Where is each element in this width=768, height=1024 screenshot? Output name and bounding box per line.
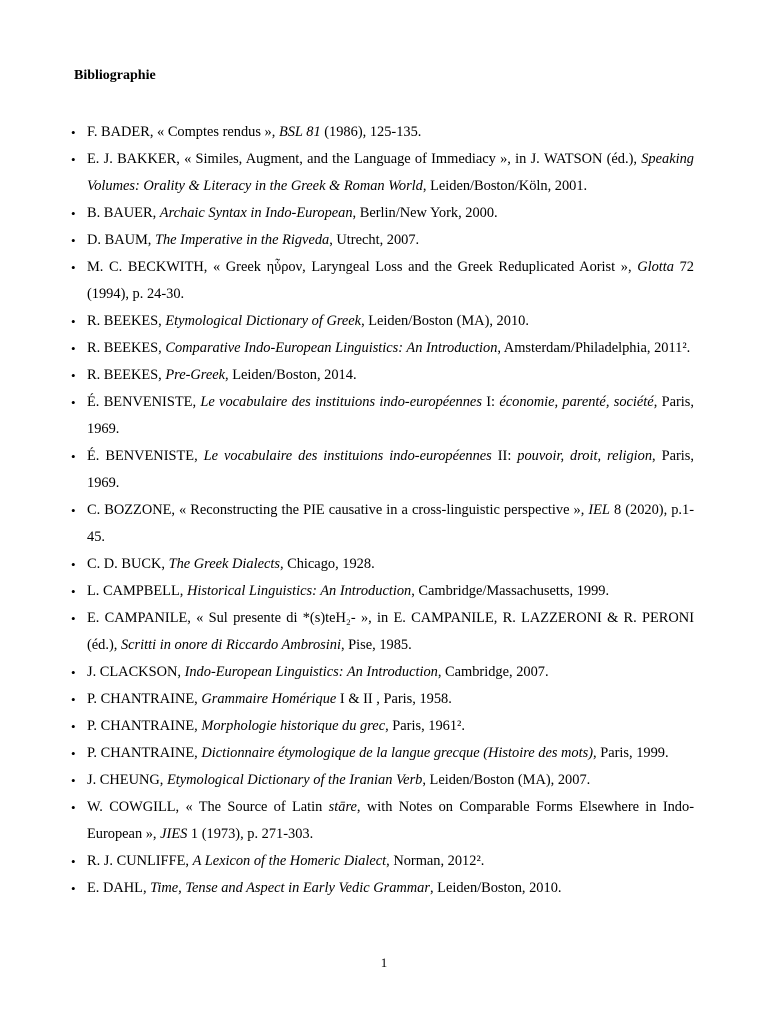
bullet-icon: •	[71, 368, 76, 383]
bibliography-entry	[0, 686, 768, 713]
entry-text: , with Notes on Comparable Forms Elsewhere in Indo-European »,	[87, 799, 694, 842]
work-title: Morphologie historique du grec	[201, 718, 386, 734]
entry-text: , « The Source of Latin	[175, 799, 329, 815]
entry-text: , « Comptes rendus »,	[149, 124, 279, 140]
entry-text: ,	[152, 205, 160, 221]
work-title: The Imperative in the Rigveda	[154, 232, 330, 248]
entry-text: , Amsterdam/Philadelphia, 2011².	[497, 340, 691, 356]
entry-text: , Pise, 1985.	[340, 637, 412, 653]
work-title: Glotta	[637, 259, 674, 275]
entry-text: P.	[87, 691, 101, 707]
bibliography-entry	[0, 578, 768, 605]
entry-text: ,	[147, 232, 155, 248]
bibliography-entry	[0, 389, 768, 443]
bibliography-entry	[0, 443, 768, 497]
work-title: Archaic Syntax in Indo-European	[159, 205, 353, 221]
bibliography-entry	[0, 497, 768, 551]
work-title: Scritti in onore di Riccardo Ambrosini	[120, 637, 341, 653]
work-title: Etymological Dictionary of the Iranian Verb	[166, 772, 423, 788]
author-surname: BEEKES	[103, 340, 159, 356]
entry-text: ,	[158, 313, 166, 329]
author-surname: PERONI	[642, 610, 694, 626]
entry-text: J.	[87, 664, 100, 680]
work-title: stāre	[328, 799, 357, 815]
author-surname: BADER	[101, 124, 150, 140]
author-surname: LAZZERONI	[521, 610, 602, 626]
bibliography-entry	[0, 362, 768, 389]
bullet-icon: •	[71, 746, 76, 761]
bibliography-entry	[0, 254, 768, 308]
entry-text: ,	[185, 853, 193, 869]
entry-text: C.	[87, 502, 105, 518]
entry-text: J.	[87, 772, 100, 788]
entry-text: , Berlin/New York, 2000.	[352, 205, 498, 221]
bullet-icon: •	[71, 611, 76, 626]
bullet-icon: •	[71, 692, 76, 707]
entry-text: E.	[87, 880, 103, 896]
bibliography-entry	[0, 227, 768, 254]
bullet-icon: •	[71, 206, 76, 221]
entry-text: ,	[159, 772, 167, 788]
entry-text: ,	[179, 583, 187, 599]
entry-text: ,	[192, 394, 201, 410]
bibliography-entry	[0, 713, 768, 740]
bullet-icon: •	[71, 260, 76, 275]
entry-text: ,	[194, 448, 204, 464]
entry-text: , « Sul presente di *(s)teH₂- », in E.	[187, 610, 412, 626]
work-title: A Lexicon of the Homeric Dialect	[192, 853, 387, 869]
bullet-icon: •	[71, 449, 76, 464]
entry-text: P.	[87, 718, 101, 734]
entry-text: (éd.),	[87, 637, 121, 653]
entry-text: I & II , Paris, 1958.	[336, 691, 452, 707]
work-title: économie, parenté, société	[499, 394, 654, 410]
entry-text: , Paris, 1969.	[87, 448, 694, 491]
bullet-icon: •	[71, 233, 76, 248]
author-surname: BECKWITH	[127, 259, 204, 275]
entry-text: W.	[87, 799, 110, 815]
author-surname: BUCK	[121, 556, 162, 572]
bibliography-entry	[0, 200, 768, 227]
bullet-icon: •	[71, 125, 76, 140]
entry-text: P.	[87, 745, 101, 761]
bullet-icon: •	[71, 314, 76, 329]
author-surname: DAHL	[103, 880, 143, 896]
bibliography-entry	[0, 767, 768, 794]
author-surname: BAKKER	[117, 151, 177, 167]
bibliography-entry	[0, 605, 768, 659]
author-surname: WATSON	[544, 151, 603, 167]
entry-text: 72 (1994), p. 24-30.	[87, 259, 694, 302]
entry-text: D.	[87, 232, 105, 248]
bullet-icon: •	[71, 584, 76, 599]
entry-text: , Chicago, 1928.	[279, 556, 375, 572]
bullet-icon: •	[71, 557, 76, 572]
bullet-icon: •	[71, 341, 76, 356]
entry-text: ,	[194, 691, 202, 707]
bibliography-entry	[0, 146, 768, 200]
bullet-icon: •	[71, 665, 76, 680]
work-title: JIES	[160, 826, 188, 842]
author-surname: BENVENISTE	[105, 448, 195, 464]
bibliography-entry	[0, 794, 768, 848]
author-surname: CAMPANILE	[104, 610, 188, 626]
entry-text: ,	[142, 880, 151, 896]
author-surname: BAUM	[104, 232, 148, 248]
entry-text: É.	[87, 394, 104, 410]
author-surname: CAMPBELL	[103, 583, 180, 599]
entry-text: ,	[158, 340, 166, 356]
entry-text: , Leiden/Boston, 2014.	[225, 367, 357, 383]
author-surname: CHANTRAINE	[100, 745, 195, 761]
entry-text: , Leiden/Boston (MA), 2007.	[422, 772, 591, 788]
entry-text: , « Similes, Augment, and the Language of Immediacy », in J.	[176, 151, 545, 167]
entry-text: , « Reconstructing the PIE causative in a cross-linguistic perspective »,	[171, 502, 589, 518]
author-surname: CAMPANILE	[411, 610, 494, 626]
entry-text: , Norman, 2012².	[386, 853, 485, 869]
work-title: Le vocabulaire des instituions indo-européennes	[203, 448, 492, 464]
entry-text: (éd.),	[602, 151, 642, 167]
author-surname: CUNLIFFE	[116, 853, 186, 869]
work-title: pouvoir, droit, religion	[517, 448, 653, 464]
entry-text: R.	[87, 340, 104, 356]
author-surname: BOZZONE	[104, 502, 172, 518]
entry-text: B.	[87, 205, 104, 221]
entry-text: , Leiden/Boston, 2010.	[429, 880, 562, 896]
bullet-icon: •	[71, 881, 76, 896]
entry-text: ,	[194, 718, 202, 734]
work-title: Grammaire Homérique	[201, 691, 337, 707]
bibliography-entry	[0, 875, 768, 902]
bullet-icon: •	[71, 395, 76, 410]
author-surname: CLACKSON	[99, 664, 178, 680]
bibliography-entry	[0, 335, 768, 362]
entry-text: 1 (1973), p. 271-303.	[187, 826, 314, 842]
bibliography-entry	[0, 551, 768, 578]
entry-text: , Leiden/Boston (MA), 2010.	[361, 313, 529, 329]
entry-text: E. J.	[87, 151, 118, 167]
work-title: Etymological Dictionary of Greek	[165, 313, 362, 329]
work-title: Indo-European Linguistics: An Introduction	[184, 664, 438, 680]
entry-text: R.	[87, 367, 104, 383]
work-title: The Greek Dialects	[168, 556, 280, 572]
author-surname: BENVENISTE	[103, 394, 193, 410]
entry-text: ,	[177, 664, 185, 680]
work-title: Historical Linguistics: An Introduction	[186, 583, 412, 599]
entry-text: II:	[491, 448, 518, 464]
work-title: IEL	[588, 502, 610, 518]
work-title: Le vocabulaire des instituions indo-européennes	[200, 394, 482, 410]
entry-text: I:	[481, 394, 500, 410]
entry-text: & R.	[601, 610, 643, 626]
bullet-icon: •	[71, 503, 76, 518]
bullet-icon: •	[71, 719, 76, 734]
bullet-icon: •	[71, 854, 76, 869]
bibliography-entry	[0, 740, 768, 767]
author-surname: BEEKES	[103, 367, 159, 383]
author-surname: BAUER	[103, 205, 153, 221]
entry-text: R.	[87, 313, 104, 329]
bibliography-list	[0, 119, 768, 902]
bibliography-entry	[0, 119, 768, 146]
work-title: Speaking Volumes: Orality & Literacy in the Greek & Roman World	[87, 151, 694, 194]
entry-text: , Paris, 1999.	[593, 745, 669, 761]
entry-text: , « Greek ηὗρον, Laryngeal Loss and the Greek Reduplicated Aorist »,	[203, 259, 638, 275]
author-surname: COWGILL	[109, 799, 176, 815]
bullet-icon: •	[71, 773, 76, 788]
entry-text: R. J.	[87, 853, 117, 869]
work-title: Comparative Indo-European Linguistics: An Introduction	[165, 340, 498, 356]
entry-text: , Leiden/Boston/Köln, 2001.	[422, 178, 588, 194]
bibliography-entry	[0, 308, 768, 335]
entry-text: ,	[161, 556, 169, 572]
entry-text: M. C.	[87, 259, 128, 275]
bibliography-heading: Bibliographie	[74, 68, 156, 83]
work-title: Pre-Greek	[165, 367, 226, 383]
entry-text: C. D.	[87, 556, 122, 572]
author-surname: CHANTRAINE	[100, 691, 195, 707]
bullet-icon: •	[71, 800, 76, 815]
entry-text: , Utrecht, 2007.	[329, 232, 420, 248]
author-surname: CHANTRAINE	[100, 718, 195, 734]
entry-text: E.	[87, 610, 105, 626]
entry-text: , Paris, 1961².	[385, 718, 465, 734]
entry-text: , R.	[493, 610, 522, 626]
bibliography-entry	[0, 848, 768, 875]
bullet-icon: •	[71, 152, 76, 167]
entry-text: ,	[194, 745, 202, 761]
entry-text: 8 (2020), p.1-45.	[87, 502, 695, 545]
entry-text: ,	[158, 367, 166, 383]
author-surname: CHEUNG	[99, 772, 160, 788]
page-number: 1	[380, 955, 388, 970]
entry-text: F.	[87, 124, 102, 140]
entry-text: , Cambridge, 2007.	[437, 664, 549, 680]
entry-text: (1986), 125-135.	[320, 124, 422, 140]
entry-text: , Paris, 1969.	[87, 394, 694, 437]
entry-text: É.	[87, 448, 106, 464]
author-surname: BEEKES	[103, 313, 159, 329]
work-title: BSL 81	[278, 124, 321, 140]
bibliography-entry	[0, 659, 768, 686]
entry-text: L.	[87, 583, 103, 599]
work-title: Dictionnaire étymologique de la langue grecque (Histoire des mots)	[201, 745, 594, 761]
work-title: Time, Tense and Aspect in Early Vedic Grammar	[150, 880, 430, 896]
entry-text: , Cambridge/Massachusetts, 1999.	[411, 583, 610, 599]
